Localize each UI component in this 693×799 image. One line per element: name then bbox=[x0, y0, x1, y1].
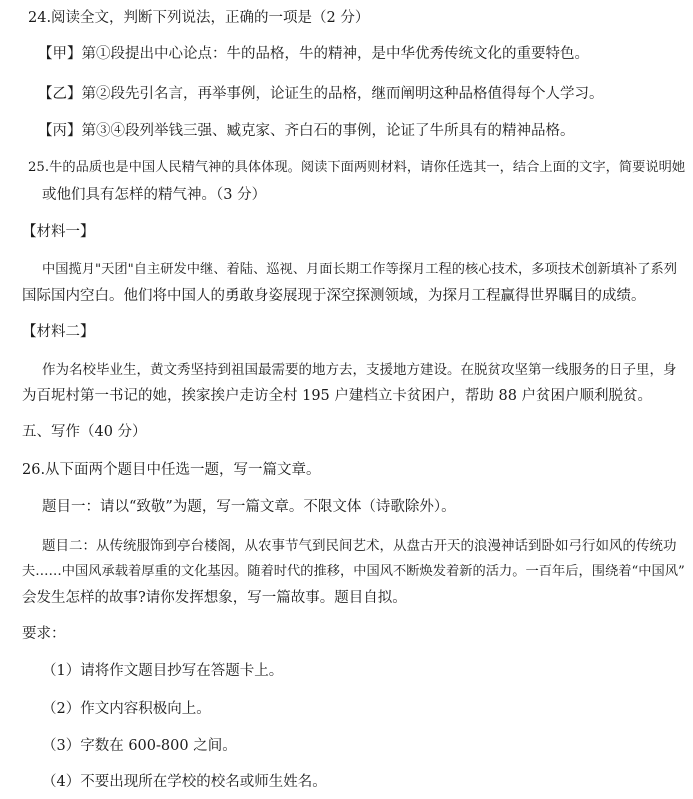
q26-topic2-line1: 题目二：从传统服饰到亭台楼阁，从农事节气到民间艺术，从盘古开天的浪漫神话到卧如弓行如风的传统功 bbox=[42, 538, 677, 554]
material1-line2: 国际国内空白。他们将中国人的勇敢身姿展现于深空探测领域，为探月工程赢得世界瞩目的成绩。 bbox=[22, 288, 646, 304]
material1-title: 【材料一】 bbox=[22, 224, 95, 240]
material1-line1: 中国揽月"天团"自主研发中继、着陆、巡视、月面长期工作等探月工程的核心技术，多项技术创新填补了系列 bbox=[42, 262, 677, 277]
material2-line1: 作为名校毕业生，黄文秀坚持到祖国最需要的地方去，支援地方建设。在脱贫攻坚第一线服务的日子里，身 bbox=[42, 362, 677, 378]
q25-stem-line2: 或他们具有怎样的精气神。（3 分） bbox=[42, 187, 267, 203]
requirements-label: 要求： bbox=[22, 626, 66, 642]
q25-stem-line1: 25.牛的品质也是中国人民精气神的具体体现。阅读下面两则材料，请你任选其一，结合上面的文字，简要说明她 bbox=[28, 160, 686, 175]
q24-option-bing: 【丙】第③④段列举钱三强、臧克家、齐白石的事例，论证了牛所具有的精神品格。 bbox=[38, 123, 575, 139]
q24-option-jia: 【甲】第①段提出中心论点：牛的品格，牛的精神，是中华优秀传统文化的重要特色。 bbox=[38, 46, 589, 62]
material2-line2: 为百坭村第一书记的她，挨家挨户走访全村 195 户建档立卡贫困户，帮助 88 户贫困户顺利脱贫。 bbox=[22, 388, 653, 404]
material2-title: 【材料二】 bbox=[22, 324, 95, 340]
section5-heading: 五、写作（40 分） bbox=[22, 424, 147, 440]
q26-topic2-line3: 会发生怎样的故事?请你发挥想象，写一篇故事。题目自拟。 bbox=[22, 590, 407, 606]
q26-stem: 26.从下面两个题目中任选一题，写一篇文章。 bbox=[22, 462, 321, 478]
q26-topic2-line2: 夫……中国风承载着厚重的文化基因。随着时代的推移，中国风不断焕发着新的活力。一百年后，围绕着“中国风” bbox=[22, 564, 685, 579]
requirement-item: （1）请将作文题目抄写在答题卡上。 bbox=[42, 663, 284, 679]
requirement-item: （3）字数在 600-800 之间。 bbox=[42, 738, 237, 754]
requirement-item: （4）不要出现所在学校的校名或师生姓名。 bbox=[42, 774, 327, 790]
requirement-item: （2）作文内容积极向上。 bbox=[42, 701, 211, 717]
q26-topic1: 题目一：请以“致敬”为题，写一篇文章。不限文体（诗歌除外）。 bbox=[42, 499, 456, 515]
q24-stem: 24.阅读全文，判断下列说法，正确的一项是（2 分） bbox=[28, 10, 370, 26]
q24-option-yi: 【乙】第②段先引名言，再举事例，论证生的品格，继而阐明这种品格值得每个人学习。 bbox=[38, 86, 604, 102]
